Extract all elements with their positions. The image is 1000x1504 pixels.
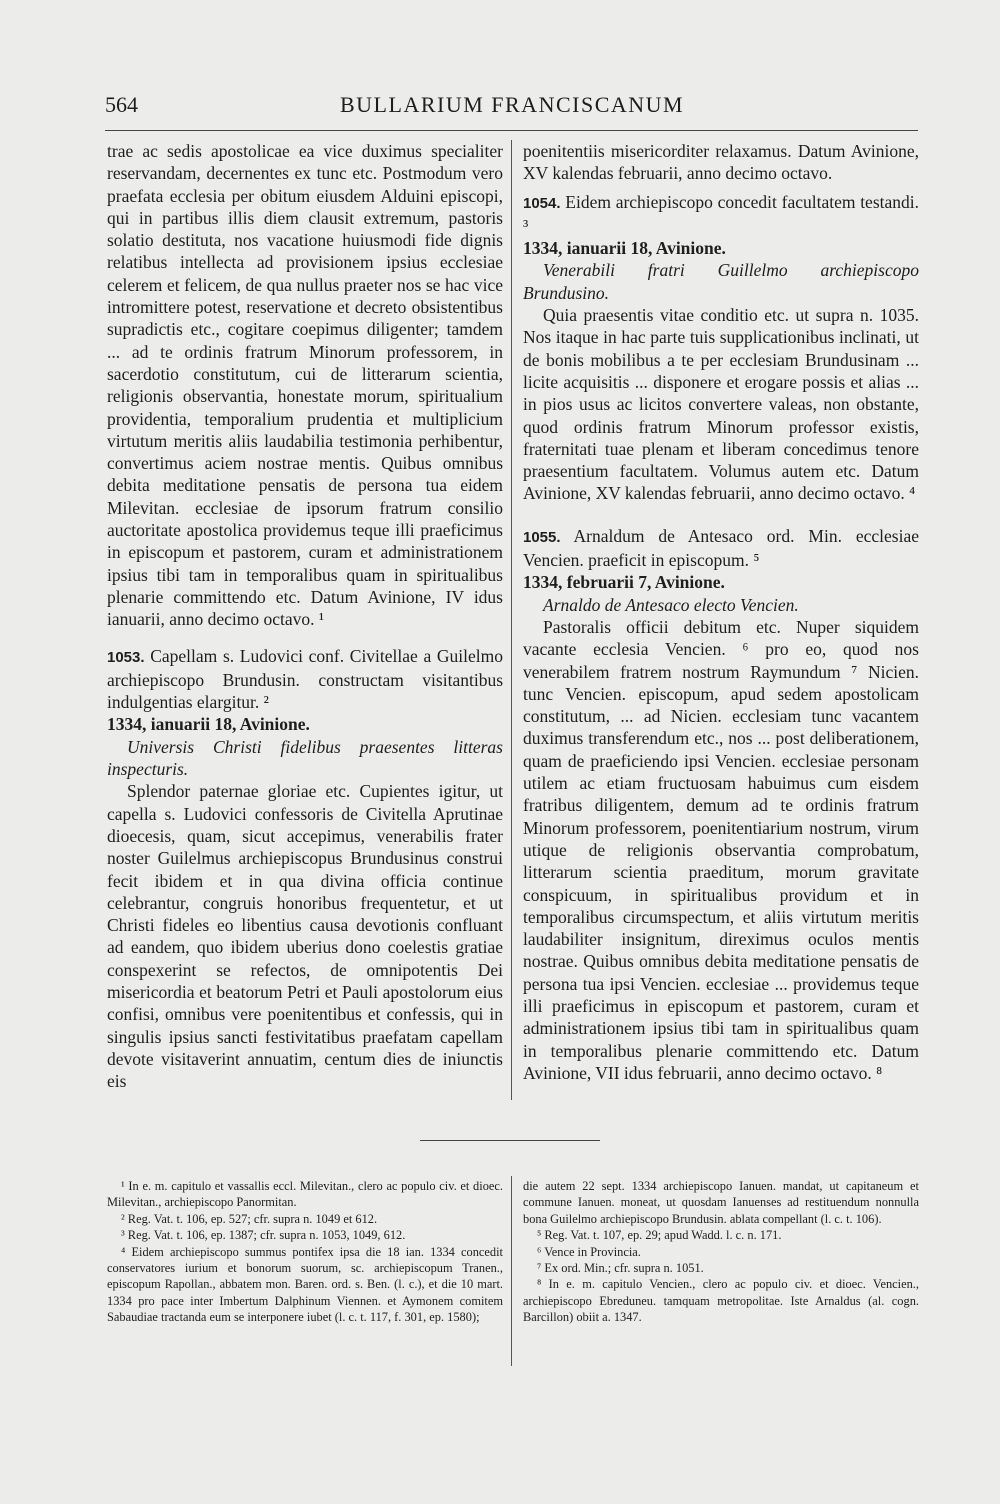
column-divider <box>511 140 512 1100</box>
footnote-rule <box>420 1140 600 1141</box>
entry-1053-regest <box>107 645 503 714</box>
footnote: die autem 22 sept. 1334 archiepiscopo Ianuen. mandat, ut capitaneum et commune Ianuen. moneat, ut quosdam Ianuenses ad restituendum nonnulla bona Guilelmo archiepiscopo Brundusin. ablata compellant (l. c. t. 106). <box>523 1179 919 1226</box>
regest-text: Eidem archiepiscopo concedit facultatem testandi. ³ <box>523 191 919 236</box>
entry-address: Universis Christi fidelibus praesentes litteras inspecturis. <box>107 736 503 780</box>
footnotes-left <box>107 1178 503 1326</box>
entry-text: Pastoralis officii debitum etc. Nuper siquidem vacante ecclesia Vencien. ⁶ pro eo, quod nos venerabilem fratrem nostrum Raymundum ⁷ Nicien. tunc Vencien. episcopum, apud sedem apostolicam constitutum, ... ad Nicien. ecclesiam tunc vacantem duximus transferendum etc., nos ... post deliberationem, quam de praeficiendo ipsi Vencien. ecclesiae personam utilem ac etiam fructuosam habuimus cum eisdem fratribus diligentem, demum ad te ordinis fratrum Minorum professorem, poenitentiarium nostrum, virum utique de religionis observantia comprobatum, litterarum scientia praeditum, morum gravitate conspicuum, in spiritualibus providum et in temporalibus circumspectum, et aliis virtutum meritis laudabiliter insignitum, direximus oculos mentis nostrae. Quibus omnibus debita meditatione pensatis de persona tua ipsi Vencien. ecclesiae ... providemus teque illi praeficimus in episcopum et pastorem, curam et administrationem ipsius tibi tam in spiritualibus quam in temporalibus plenarie committendo etc. Datum Avinione, VII idus februarii, anno decimo octavo. ⁸ <box>523 616 919 1083</box>
header-rule <box>105 130 918 131</box>
entry-text: Splendor paternae gloriae etc. Cupientes igitur, ut capella s. Ludovici confessoris de Civitella Aprutinae dioecesis, quam, sicut accepimus, venerabilis frater noster Guilelmus archiepiscopus Brundusinus construi fecit ibidem et in qua divina officia continue celebrantur, congruis honoribus frequentetur, et ut Christi fideles eo libentius causa devotionis confluant ad eandem, quo ibidem uberius dono coelestis gratiae conspexerint se refectos, de omnipotentis Dei misericordia et beatorum Petri et Pauli apostolorum eius confisi, omnibus vere poenitentibus et confessis, qui in singulis ipsius sancti festivitatibus praefatam capellam devote visitaverint annuatim, centum dies de iniunctis eis <box>107 781 503 1092</box>
page-number: 564 <box>105 92 138 117</box>
paragraph: trae ac sedis apostolicae ea vice duximus specialiter reservandam, decernentes ex tunc etc. Postmodum vero praefata ecclesia per obitum eiusdem Alduini episcopi, qui in partibus illis diem clausit extremum, pastoris solatio destituta, nos vacatione huiusmodi fide dignis relatibus intellecta ad provisionem ipsius ecclesiae celerem et felicem, de qua nullus praeter nos se hac vice intromittere potest, reservatione et decreto obsistentibus supradictis etc., cogitare coepimus diligenter; tamdem ... ad te ordinis fratrum Minorum professorem, in sacerdotio constitutum, cui de litterarum scientia, religionis observantia, honestate morum, spiritualium providentia, temporalium prudentia et multiplicium virtutum meritis aliis laudabilia testimonia perhibentur, convertimus aciem nostrae mentis. Quibus omnibus debita meditatione pensatis de persona tua eidem Milevitan. ecclesiae de ipsorum fratrum consilio auctoritate apostolica providemus teque illi praeficimus in episcopum et pastorem, curam et administrationem ipsius tibi tam in temporalibus quam in spiritualibus plenarie committendo etc. Datum Avinione, IV idus ianuarii, anno decimo octavo. ¹ <box>107 141 503 630</box>
entry-date: 1334, februarii 7, Avinione. <box>523 572 725 593</box>
footnote: ³ Reg. Vat. t. 106, ep. 1387; cfr. supra n. 1053, 1049, 612. <box>121 1228 406 1243</box>
regest-text: Arnaldum de Antesaco ord. Min. ecclesiae Vencien. praeficit in episcopum. ⁵ <box>523 525 919 571</box>
running-title: BULLARIUM FRANCISCANUM <box>340 92 685 117</box>
entry-date: 1334, ianuarii 18, Avinione. <box>107 714 310 735</box>
footnote-column-divider <box>511 1176 512 1366</box>
footnote: ⁴ Eidem archiepiscopo summus pontifex ipsa die 18 ian. 1334 concedit conservatores iurium et bonorum suorum, sc. archiepiscopum Tranen., episcopum Rapollan., abbatem mon. Baren. ord. s. Ben. (l. c.), et die 10 mart. 1334 pro pace inter Imbertum Dalphinum Viennen. et Aymonem comitem Sabaudiae tractanda eum se interponere iubet (l. c. t. 117, f. 301, ep. 1580); <box>107 1244 503 1325</box>
left-column <box>107 140 503 1092</box>
entry-1055-regest <box>523 525 919 572</box>
footnote: ⁷ Ex ord. Min.; cfr. supra n. 1051. <box>537 1261 704 1276</box>
entry-number: 1055. <box>523 528 561 546</box>
footnote: ⁵ Reg. Vat. t. 107, ep. 29; apud Wadd. l. c. n. 171. <box>537 1228 782 1243</box>
page-header <box>105 88 915 128</box>
regest-text: Capellam s. Ludovici conf. Civitellae a Guilelmo archiepiscopo Brundusin. constructam visitantibus indulgentias elargitur. ² <box>107 645 503 713</box>
entry-address: Venerabili fratri Guillelmo archiepiscopo Brundusino. <box>523 260 919 303</box>
entry-number: 1053. <box>107 648 145 666</box>
entry-1054-regest <box>523 191 919 238</box>
footnote: ⁶ Vence in Provincia. <box>537 1244 641 1259</box>
entry-number: 1054. <box>523 194 561 212</box>
footnotes-right <box>523 1178 919 1326</box>
entry-address: Arnaldo de Antesaco electo Vencien. <box>543 594 799 615</box>
right-column <box>523 140 919 1084</box>
entry-text: Quia praesentis vitae conditio etc. ut supra n. 1035. Nos itaque in hac parte tuis supplicationibus inclinati, ut de bonis mobilibus a te per ecclesiam Brundusinam ... licite acquisitis ... disponere et erogare possis et alias ... in pios usus ac licitos convertere valeas, non obstante, quod ordinis fratrum Minorum professor existis, fraternitati tuae plenam et liberam concedimus tenore praesentium facultatem. Volumus autem etc. Datum Avinione, XV kalendas februarii, anno decimo octavo. ⁴ <box>523 305 919 504</box>
footnote: ¹ In e. m. capitulo et vassallis eccl. Milevitan., clero ac populo civ. et dioec. Milevitan., archiepiscopo Panormitan. <box>107 1179 503 1210</box>
entry-date: 1334, ianuarii 18, Avinione. <box>523 238 726 259</box>
footnote: ² Reg. Vat. t. 106, ep. 527; cfr. supra n. 1049 et 612. <box>121 1211 378 1226</box>
footnote: ⁸ In e. m. capitulo Vencien., clero ac populo civ. et dioec. Vencien., archiepiscopo Ebreduneu. tamquam metropolitae. Iste Arnaldus (al. cogn. Barcillon) obiit a. 1347. <box>523 1277 919 1325</box>
paragraph: poenitentiis misericorditer relaxamus. Datum Avinione, XV kalendas februarii, anno decimo octavo. <box>523 141 919 184</box>
